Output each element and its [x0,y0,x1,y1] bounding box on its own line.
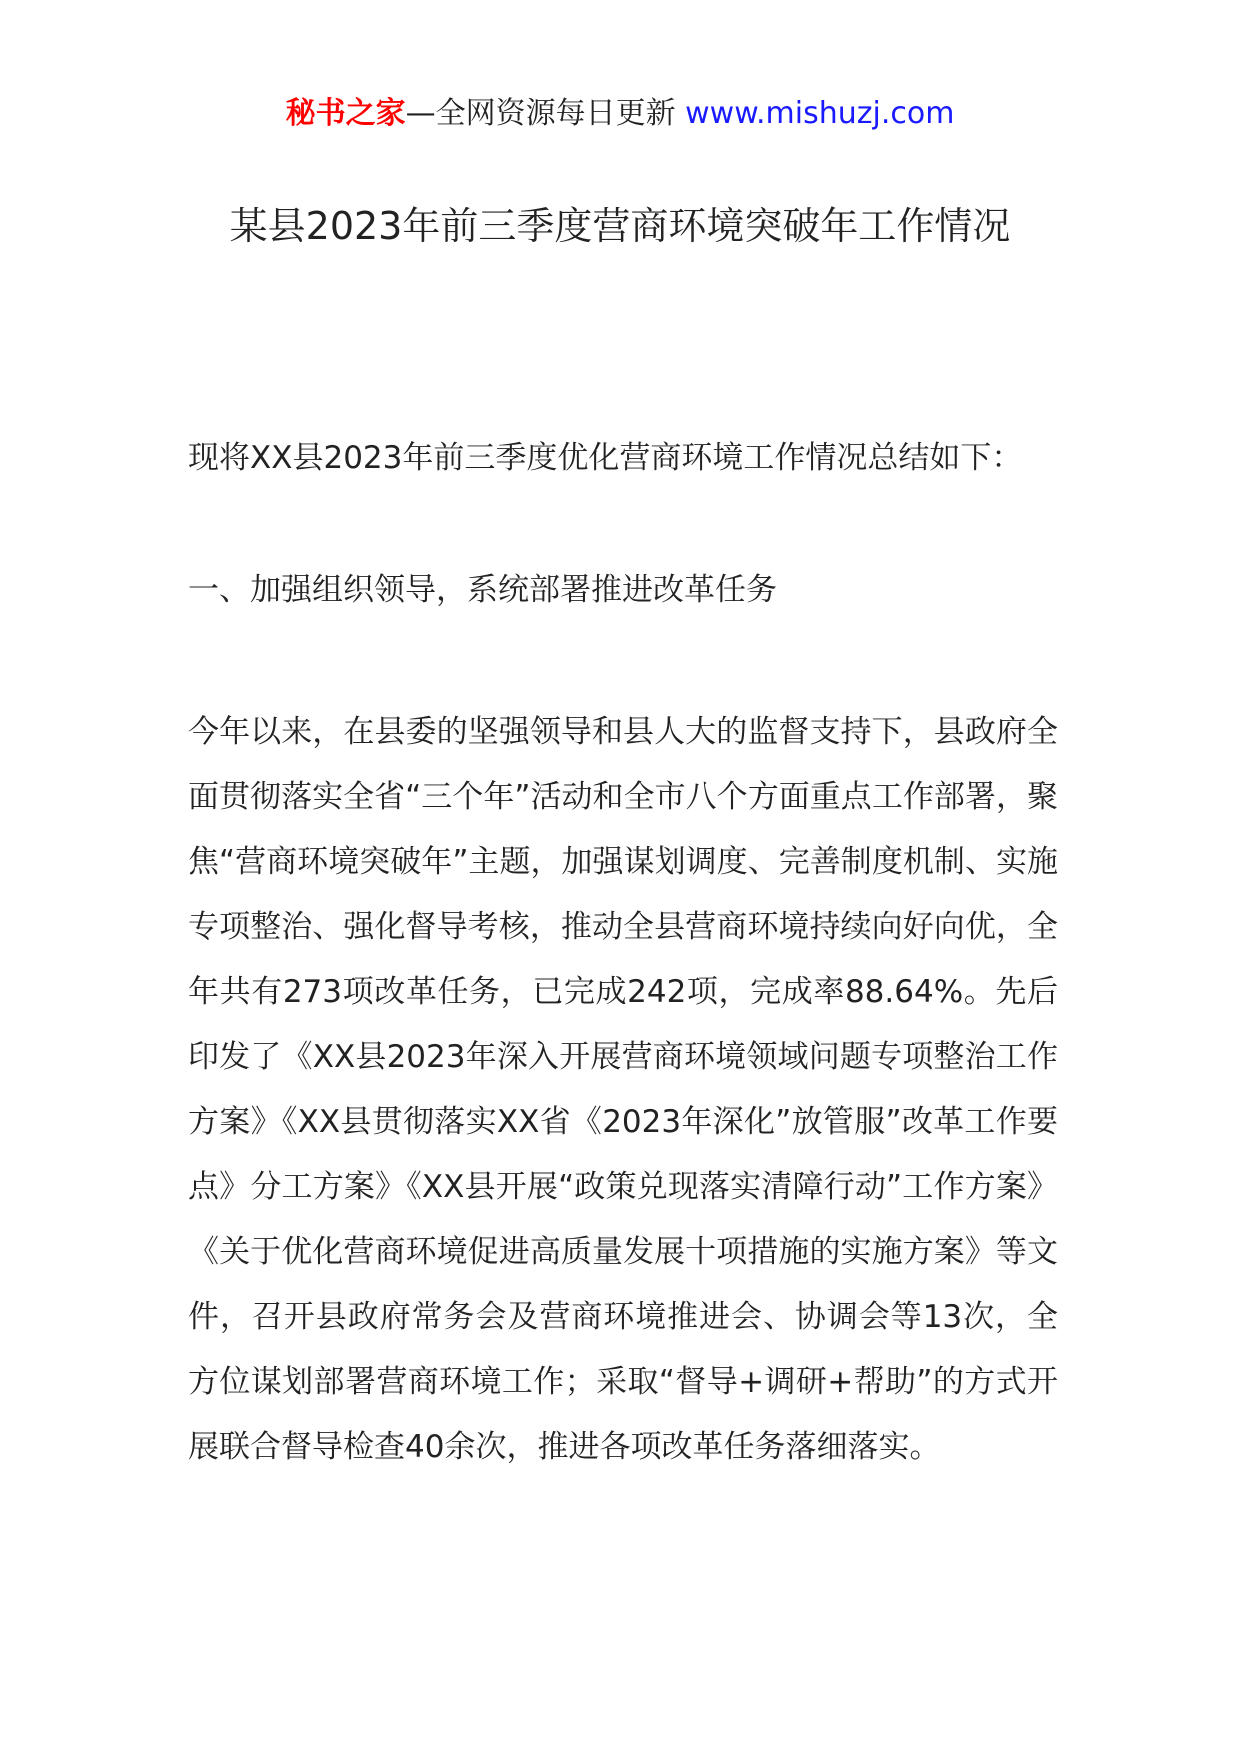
site-url-link[interactable]: www.mishuzj.com [685,96,955,131]
site-header [0,92,1240,136]
body-paragraph: 今年以来，在县委的坚强领导和县人大的监督支持下，县政府全面贯彻落实全省“三个年”活动和全市八个方面重点工作部署，聚焦“营商环境突破年”主题，加强谋划调度、完善制度机制、实施专项整治、强化督导考核，推动全县营商环境持续向好向优，全年共有273项改革任务，已完成242项，完成率88.64%。先后印发了《XX县2023年深入开展营商环境领域问题专项整治工作方案》《XX县贯彻落实XX省《2023年深化”放管服”改革工作要点》分工方案》《XX县开展“政策兑现落实清障行动”工作方案》《关于优化营商环境促进高质量发展十项措施的实施方案》等文件，召开县政府常务会及营商环境推进会、协调会等13次，全方位谋划部署营商环境工作；采取“督导+调研+帮助”的方式开展联合督导检查40余次，推进各项改革任务落细落实。 [188,714,1058,1465]
header-tagline: —全网资源每日更新 [405,96,676,131]
intro-paragraph: 现将XX县2023年前三季度优化营商环境工作情况总结如下： [188,440,1023,476]
document-title: 某县2023年前三季度营商环境突破年工作情况 [229,204,1011,248]
section-heading: 一、加强组织领导，系统部署推进改革任务 [188,572,777,608]
brand-name: 秘书之家 [285,96,406,131]
